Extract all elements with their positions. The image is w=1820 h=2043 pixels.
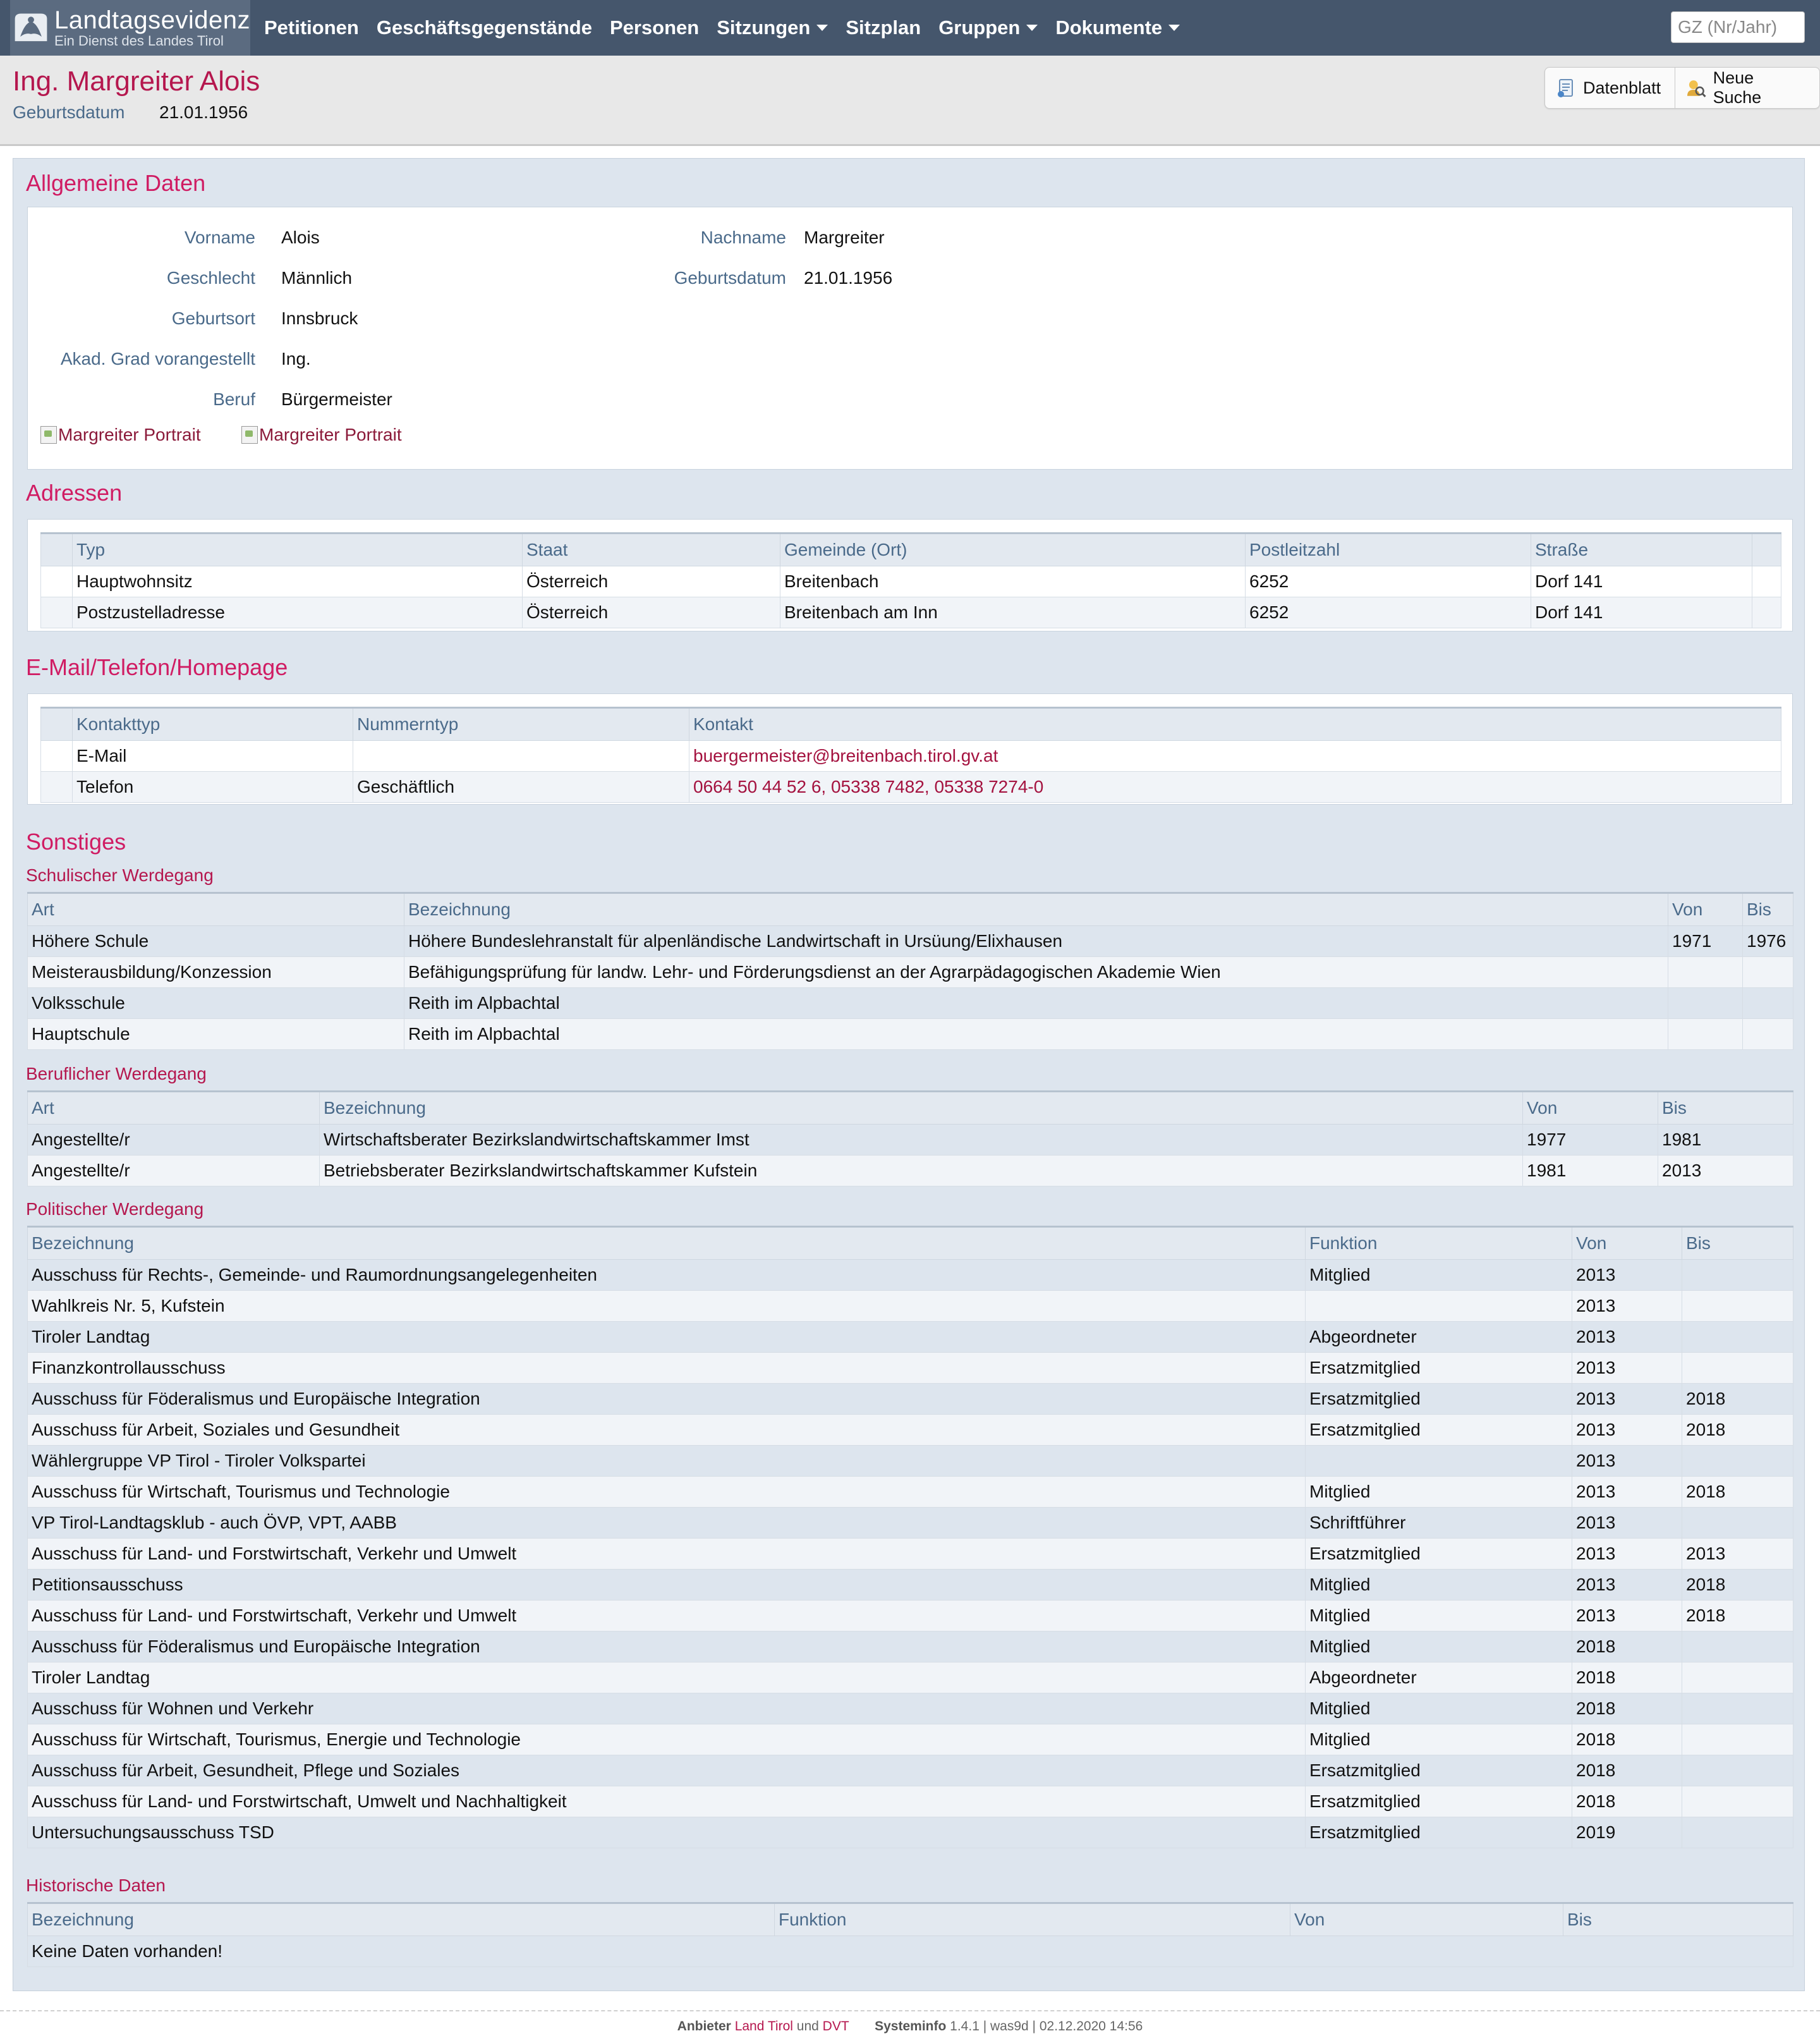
column-header: Bezeichnung <box>28 1227 1306 1260</box>
nav-sitzplan[interactable]: Sitzplan <box>846 16 921 39</box>
caret-down-icon <box>816 25 828 31</box>
column-header: Kontakttyp <box>73 708 353 741</box>
broken-image-icon <box>241 426 258 444</box>
main-nav <box>264 0 1198 56</box>
caret-down-icon <box>1026 25 1038 31</box>
header-button-group <box>1544 67 1820 109</box>
column-header: Art <box>28 1092 320 1125</box>
historische-daten-table <box>27 1902 1793 1967</box>
table-row: Ausschuss für Wohnen und Verkehr Mitglied 2018 <box>28 1693 1793 1724</box>
navbar <box>0 0 1820 56</box>
table-row: Ausschuss für Land- und Forstwirtschaft, Verkehr und Umwelt Ersatzmitglied 2013 2013 <box>28 1539 1793 1570</box>
section-title-kontakt: E-Mail/Telefon/Homepage <box>26 654 288 680</box>
column-header: Bis <box>1743 893 1793 926</box>
empty-message: Keine Daten vorhanden! <box>28 1936 1793 1967</box>
column-header: Nummerntyp <box>353 708 689 741</box>
field-value: Margreiter <box>804 228 885 247</box>
table-header-row <box>28 1092 1793 1125</box>
column-header: Bis <box>1658 1092 1793 1125</box>
tirol-eagle-logo-icon <box>11 3 51 53</box>
column-header: Funktion <box>775 1903 1290 1936</box>
footer-systeminfo-value: 1.4.1 | was9d | 02.12.2020 14:56 <box>950 2019 1143 2034</box>
neue-suche-button[interactable] <box>1675 68 1819 108</box>
footer <box>0 2010 1820 2043</box>
table-header-row <box>28 1903 1793 1936</box>
section-title-adressen: Adressen <box>26 480 123 506</box>
column-header: Von <box>1523 1092 1658 1125</box>
footer-und: und <box>796 2019 819 2034</box>
column-header: Staat <box>523 534 780 566</box>
column-header: Postleitzahl <box>1246 534 1531 566</box>
brand-subtitle: Ein Dienst des Landes Tirol <box>54 33 224 49</box>
table-row: Telefon Geschäftlich 0664 50 44 52 6, 05338 7482, 05338 7274-0 <box>41 772 1781 803</box>
datenblatt-button[interactable] <box>1545 68 1675 108</box>
nav-sitzungen[interactable]: Sitzungen <box>717 16 828 39</box>
field-value: Innsbruck <box>281 308 358 328</box>
neue-suche-label: Neue Suche <box>1713 68 1762 107</box>
table-row: Ausschuss für Land- und Forstwirtschaft, Umwelt und Nachhaltigkeit Ersatzmitglied 2018 <box>28 1786 1793 1817</box>
table-row: Petitionsausschuss Mitglied 2013 2018 <box>28 1570 1793 1601</box>
table-row: Wahlkreis Nr. 5, Kufstein 2013 <box>28 1291 1793 1322</box>
table-row: Ausschuss für Wirtschaft, Tourismus und Technologie Mitglied 2013 2018 <box>28 1477 1793 1508</box>
table-header-row <box>28 893 1793 926</box>
column-header: Art <box>28 893 404 926</box>
subsection-title-beruflich: Beruflicher Werdegang <box>26 1064 207 1083</box>
search-user-icon <box>1685 77 1707 99</box>
field-value: 21.01.1956 <box>804 268 893 288</box>
schulischer-werdegang-table <box>27 892 1793 1050</box>
person-header <box>0 56 1820 146</box>
dvt-link[interactable]: DVT <box>822 2019 849 2034</box>
portrait-image-1[interactable]: Margreiter Portrait <box>40 425 201 445</box>
field-value: Alois <box>281 228 320 247</box>
brand-title: Landtagsevidenz <box>54 6 250 34</box>
adressen-card <box>27 519 1793 631</box>
allgemeine-daten-card <box>27 207 1793 470</box>
table-row: Finanzkontrollausschuss Ersatzmitglied 2013 <box>28 1353 1793 1384</box>
subsection-title-schulisch: Schulischer Werdegang <box>26 865 214 885</box>
footer-anbieter-label: Anbieter <box>677 2019 731 2034</box>
birthdate-value: 21.01.1956 <box>159 102 248 122</box>
subsection-title-politisch: Politischer Werdegang <box>26 1199 204 1219</box>
birthdate-label: Geburtsdatum <box>13 102 125 122</box>
field-label: Geschlecht <box>166 268 255 288</box>
broken-image-icon <box>40 426 57 444</box>
kontakt-card <box>27 693 1793 805</box>
column-header: Straße <box>1531 534 1752 566</box>
field-label: Geburtsdatum <box>674 268 786 288</box>
column-header: Bezeichnung <box>28 1903 775 1936</box>
table-row: E-Mail buergermeister@breitenbach.tirol.gv.at <box>41 741 1781 772</box>
column-header: Typ <box>73 534 523 566</box>
datenblatt-label: Datenblatt <box>1583 78 1661 97</box>
table-row: Volksschule Reith im Alpbachtal <box>28 988 1793 1019</box>
brand-link[interactable] <box>10 0 250 56</box>
table-row: VP Tirol-Landtagsklub - auch ÖVP, VPT, AABB Schriftführer 2013 <box>28 1508 1793 1539</box>
table-row: Ausschuss für Föderalismus und Europäische Integration Mitglied 2018 <box>28 1631 1793 1662</box>
table-row <box>28 1936 1793 1967</box>
field-label: Beruf <box>213 389 255 409</box>
land-tirol-link[interactable]: Land Tirol <box>734 2019 793 2034</box>
table-row: Tiroler Landtag Abgeordneter 2018 <box>28 1662 1793 1693</box>
field-label: Nachname <box>700 228 786 247</box>
kontakt-table <box>40 707 1781 803</box>
beruflicher-werdegang-table <box>27 1090 1793 1186</box>
nav-geschaeftsgegenstaende[interactable]: Geschäftsgegenstände <box>376 16 592 39</box>
field-value: Bürgermeister <box>281 389 392 409</box>
main-panel <box>13 158 1805 1991</box>
nav-gruppen[interactable]: Gruppen <box>938 16 1038 39</box>
table-row: Postzustelladresse Österreich Breitenbach am Inn 6252 Dorf 141 <box>41 597 1781 628</box>
table-row: Ausschuss für Arbeit, Gesundheit, Pflege und Soziales Ersatzmitglied 2018 <box>28 1755 1793 1786</box>
column-header: Gemeinde (Ort) <box>780 534 1246 566</box>
phone-link[interactable]: 0664 50 44 52 6, 05338 7482, 05338 7274-0 <box>689 772 1781 803</box>
table-header-row <box>41 534 1781 566</box>
column-header: Von <box>1290 1903 1563 1936</box>
table-row: Ausschuss für Rechts-, Gemeinde- und Raumordnungsangelegenheiten Mitglied 2013 <box>28 1260 1793 1291</box>
column-header: Funktion <box>1306 1227 1572 1260</box>
caret-down-icon <box>1168 25 1180 31</box>
email-link[interactable]: buergermeister@breitenbach.tirol.gv.at <box>689 741 1781 772</box>
subsection-title-historisch: Historische Daten <box>26 1875 166 1895</box>
table-row: Hauptschule Reith im Alpbachtal <box>28 1019 1793 1050</box>
table-row: Ausschuss für Föderalismus und Europäische Integration Ersatzmitglied 2013 2018 <box>28 1384 1793 1415</box>
column-header: Von <box>1668 893 1743 926</box>
column-header: Bezeichnung <box>404 893 1668 926</box>
table-row: Höhere Schule Höhere Bundeslehranstalt für alpenländische Landwirtschaft in Ursüung/Elixhausen 1971 1976 <box>28 926 1793 957</box>
politischer-werdegang-table <box>27 1226 1793 1848</box>
page-title: Ing. Margreiter Alois <box>13 66 260 97</box>
field-label: Akad. Grad vorangestellt <box>60 349 255 369</box>
field-label: Geburtsort <box>171 308 255 328</box>
field-value: Männlich <box>281 268 353 288</box>
table-row: Meisterausbildung/Konzession Befähigungsprüfung für landw. Lehr- und Förderungsdienst an der Agrarpädagogischen Akademie Wien <box>28 957 1793 988</box>
adressen-table <box>40 532 1781 628</box>
table-row: Tiroler Landtag Abgeordneter 2013 <box>28 1322 1793 1353</box>
column-header: Kontakt <box>689 708 1781 741</box>
table-header-row <box>28 1227 1793 1260</box>
table-row: Untersuchungsausschuss TSD Ersatzmitglied 2019 <box>28 1817 1793 1848</box>
gz-search-input[interactable] <box>1671 11 1805 43</box>
table-row: Ausschuss für Land- und Forstwirtschaft, Verkehr und Umwelt Mitglied 2013 2018 <box>28 1601 1793 1631</box>
column-header: Bis <box>1563 1903 1793 1936</box>
document-icon <box>1555 77 1577 99</box>
field-label: Vorname <box>184 228 255 247</box>
table-header-row <box>41 708 1781 741</box>
table-row: Angestellte/r Betriebsberater Bezirkslandwirtschaftskammer Kufstein 1981 2013 <box>28 1156 1793 1186</box>
table-row: Hauptwohnsitz Österreich Breitenbach 6252 Dorf 141 <box>41 566 1781 597</box>
section-title-sonstiges: Sonstiges <box>26 829 126 855</box>
column-header: Von <box>1572 1227 1682 1260</box>
footer-systeminfo-label: Systeminfo <box>875 2019 947 2034</box>
table-row: Wählergruppe VP Tirol - Tiroler Volkspartei 2013 <box>28 1446 1793 1477</box>
table-row: Ausschuss für Arbeit, Soziales und Gesundheit Ersatzmitglied 2013 2018 <box>28 1415 1793 1446</box>
section-title-allgemeine-daten: Allgemeine Daten <box>26 170 206 196</box>
field-value: Ing. <box>281 349 311 369</box>
nav-dokumente[interactable]: Dokumente <box>1055 16 1180 39</box>
portrait-image-2[interactable]: Margreiter Portrait <box>241 425 402 445</box>
nav-personen[interactable]: Personen <box>609 16 700 39</box>
column-header: Bezeichnung <box>320 1092 1523 1125</box>
table-row: Angestellte/r Wirtschaftsberater Bezirkslandwirtschaftskammer Imst 1977 1981 <box>28 1125 1793 1156</box>
table-row: Ausschuss für Wirtschaft, Tourismus, Energie und Technologie Mitglied 2018 <box>28 1724 1793 1755</box>
nav-petitionen[interactable]: Petitionen <box>264 16 359 39</box>
column-header: Bis <box>1682 1227 1793 1260</box>
